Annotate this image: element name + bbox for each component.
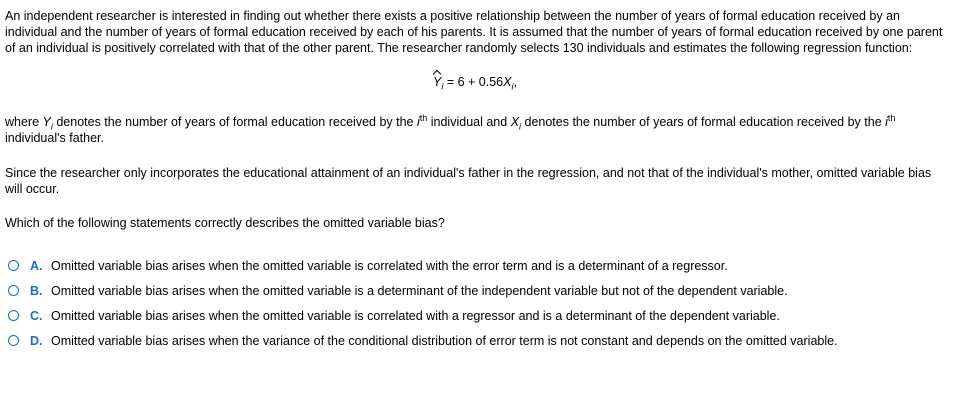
bias-statement: Since the researcher only incorporates the educational attainment of an individual's father in the regression, and not that of the individual's mother, omitted variable bias will occur. bbox=[5, 166, 932, 196]
option-letter: B. bbox=[30, 283, 43, 298]
option-c[interactable] bbox=[5, 303, 945, 328]
y-hat-symbol: Y bbox=[433, 75, 442, 89]
option-letter: C. bbox=[30, 308, 43, 323]
regression-equation: $Y_i = 6 + 0.56X_i$, bbox=[433, 75, 517, 92]
option-a[interactable] bbox=[5, 253, 945, 278]
option-text: Omitted variable bias arises when the omitted variable is correlated with a regressor and is a determinant of the dependent variable. bbox=[51, 308, 780, 323]
variable-definition: where $Y_i$ denotes the number of years of formal education received by the $i^{th}$ individual and $X_i$ denotes the number of years of formal education received by the $i^{th}$ individual's father. bbox=[5, 112, 896, 145]
option-text: Omitted variable bias arises when the omitted variable is correlated with the error term and is a determinant of a regressor. bbox=[51, 258, 728, 273]
option-text: Omitted variable bias arises when the omitted variable is a determinant of the independent variable but not of the dependent variable. bbox=[51, 283, 788, 298]
radio-circle-icon[interactable] bbox=[8, 335, 19, 346]
question-intro: An independent researcher is interested in finding out whether there exists a positive relationship between the number of years of formal education received by an individual and the number of years of formal education received by each of his parents. It is assumed that the number of years of formal education received by one parent of an individual is positively correlated with that of the other parent. The researcher randomly selects 130 individuals and estimates the following regression function: bbox=[5, 9, 943, 55]
radio-circle-icon[interactable] bbox=[8, 285, 19, 296]
question-panel bbox=[5, 8, 945, 353]
radio-circle-icon[interactable] bbox=[8, 310, 19, 321]
radio-circle-icon[interactable] bbox=[8, 260, 19, 271]
question-prompt: Which of the following statements correctly describes the omitted variable bias? bbox=[5, 216, 445, 230]
option-text: Omitted variable bias arises when the variance of the conditional distribution of error term is not constant and depends on the omitted variable. bbox=[51, 333, 838, 348]
option-letter: D. bbox=[30, 333, 43, 348]
option-letter: A. bbox=[30, 258, 43, 273]
option-b[interactable] bbox=[5, 278, 945, 303]
option-d[interactable] bbox=[5, 328, 945, 353]
answer-options bbox=[5, 253, 945, 353]
